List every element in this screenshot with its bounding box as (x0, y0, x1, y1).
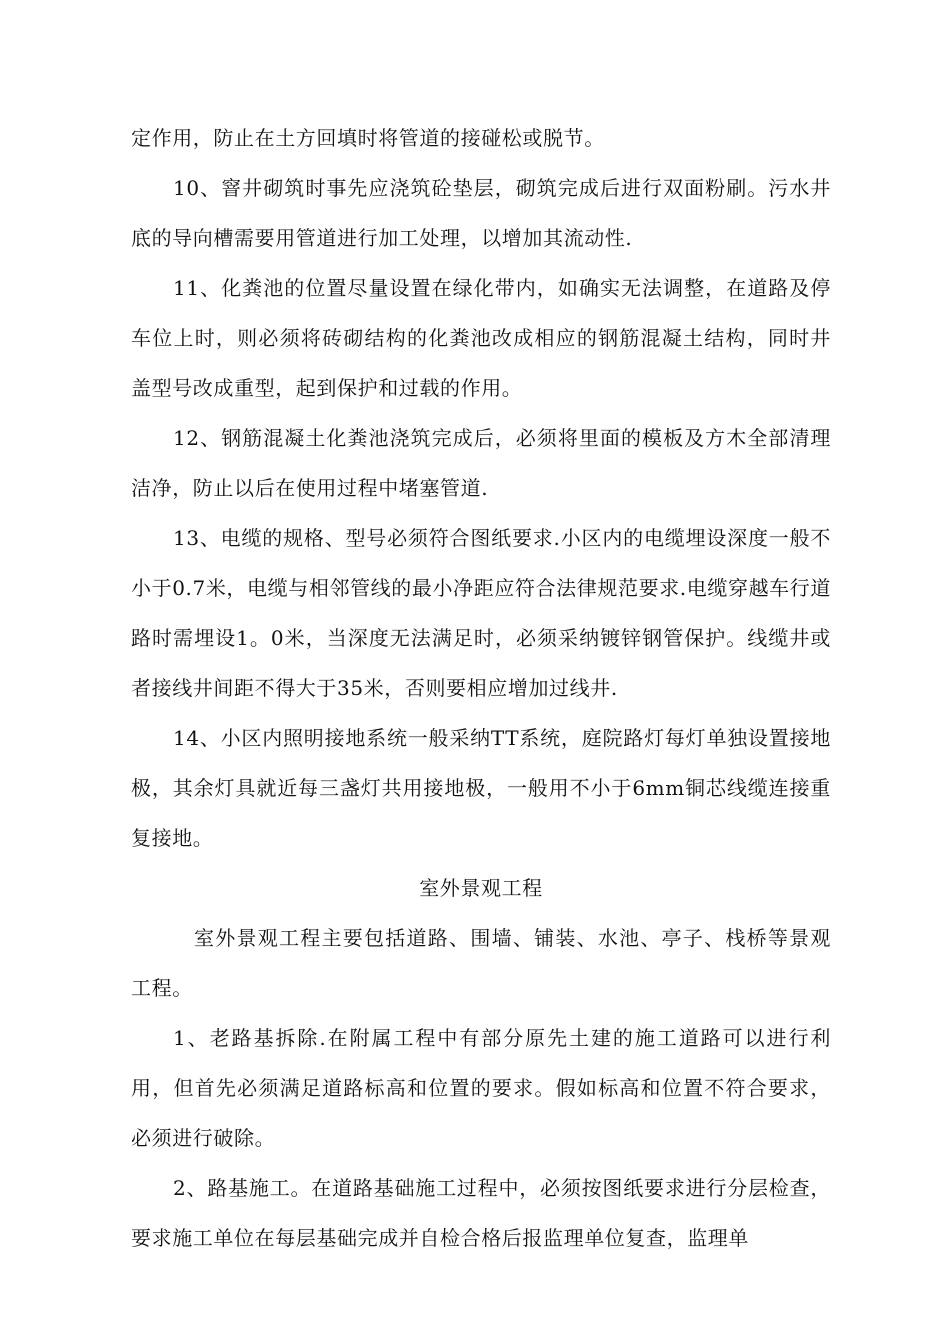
paragraph-item-11: 11、化粪池的位置尽量设置在绿化带内，如确实无法调整，在道路及停车位上时，则必须将砖砌结构的化粪池改成相应的钢筋混凝土结构，同时井盖型号改成重型，起到保护和过载的作用。 (131, 276, 831, 400)
paragraph-continued: 定作用，防止在土方回填时将管道的接碰松或脱节。 (131, 126, 605, 150)
section-intro: 室外景观工程主要包括道路、围墙、铺装、水池、亭子、栈桥等景观工程。 (131, 926, 831, 1000)
paragraph-item-13: 13、电缆的规格、型号必须符合图纸要求.小区内的电缆埋设深度一般不小于0.7米，电缆与相邻管线的最小净距应符合法律规范要求.电缆穿越车行道路时需埋设1。0米，当深度无法满足时，必须采纳镀锌钢管保护。线缆井或者接线井间距不得大于35米，否则要相应增加过线井. (131, 526, 831, 700)
section-item-2: 2、路基施工。在道路基础施工过程中，必须按图纸要求进行分层检查，要求施工单位在每层基础完成并自检合格后报监理单位复查，监理单 (131, 1176, 831, 1250)
section-item-1: 1、老路基拆除.在附属工程中有部分原先土建的施工道路可以进行利用，但首先必须满足道路标高和位置的要求。假如标高和位置不符合要求，必须进行破除。 (131, 1026, 831, 1150)
paragraph-item-12: 12、钢筋混凝土化粪池浇筑完成后，必须将里面的模板及方木全部清理洁净，防止以后在使用过程中堵塞管道. (131, 426, 831, 500)
document-body (131, 113, 831, 1263)
paragraph-item-10: 10、窨井砌筑时事先应浇筑砼垫层，砌筑完成后进行双面粉刷。污水井底的导向槽需要用管道进行加工处理，以增加其流动性. (131, 176, 831, 250)
paragraph-item-14: 14、小区内照明接地系统一般采纳TT系统，庭院路灯每灯单独设置接地极，其余灯具就近每三盏灯共用接地极，一般用不小于6mm铜芯线缆连接重复接地。 (131, 726, 831, 850)
section-heading: 室外景观工程 (419, 876, 543, 900)
